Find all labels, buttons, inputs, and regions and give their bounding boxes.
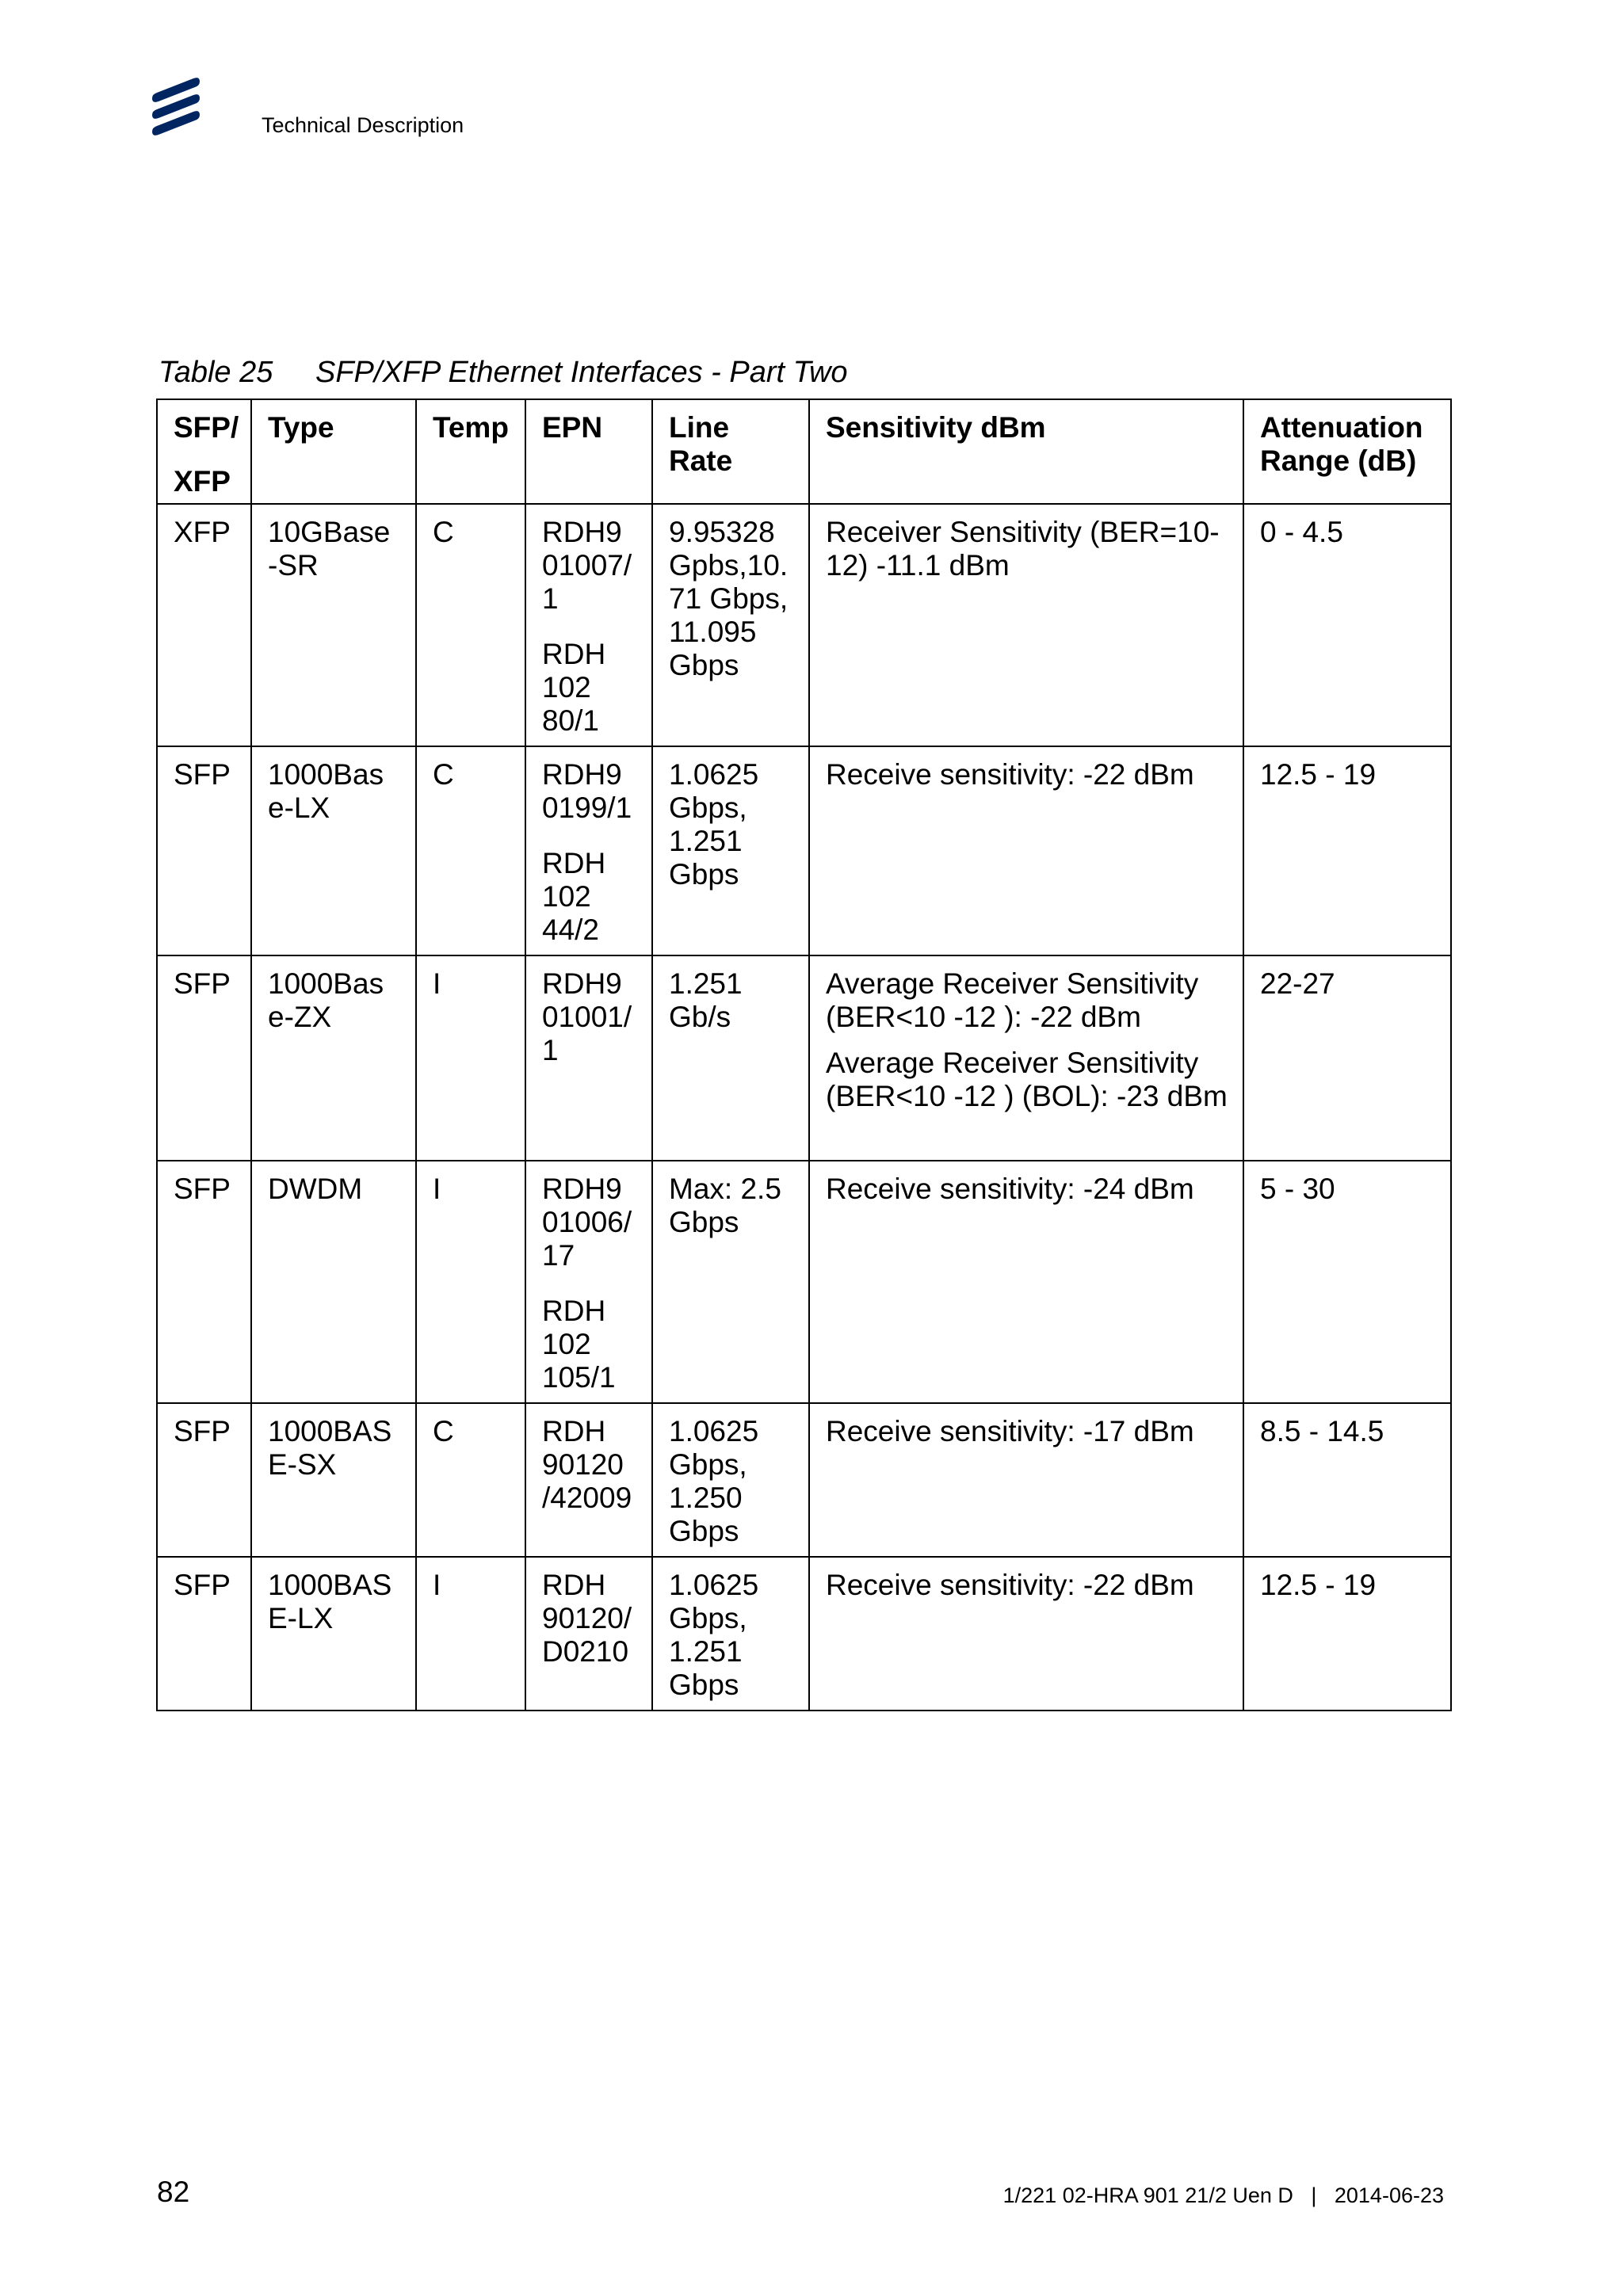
cell-sfp-xfp: SFP [157,1403,251,1557]
epn-value: RDH9 01006/ 17 [542,1173,632,1272]
cell-temp: C [416,504,525,746]
cell-temp: I [416,1557,525,1711]
cell-sfp-xfp: SFP [157,955,251,1161]
header-title: Technical Description [262,113,464,137]
cell-epn [525,504,652,746]
table-row [157,746,1451,955]
cell-sensitivity [809,955,1243,1161]
cell-attenuation: 0 - 4.5 [1243,504,1451,746]
cell-epn [525,1403,652,1557]
epn-value: RDH9 01007/ 1 [542,516,632,615]
cell-sensitivity [809,1161,1243,1403]
epn-value: RDH 102 44/2 [542,847,606,946]
cell-line-rate: 1.251 Gb/s [652,955,809,1161]
cell-temp: I [416,1161,525,1403]
cell-temp: C [416,1403,525,1557]
cell-epn [525,1557,652,1711]
cell-epn [525,1161,652,1403]
cell-attenuation: 22-27 [1243,955,1451,1161]
cell-sfp-xfp: SFP [157,1557,251,1711]
epn-value: RDH9 0199/1 [542,758,632,824]
cell-attenuation: 5 - 30 [1243,1161,1451,1403]
cell-sensitivity [809,1403,1243,1557]
sensitivity-value: Average Receiver Sensitivity (BER<10 -12 ): -22 dBm [826,967,1199,1033]
sensitivity-value: Receive sensitivity: -22 dBm [826,758,1194,791]
cell-sfp-xfp: SFP [157,746,251,955]
cell-sensitivity [809,504,1243,746]
cell-type: DWDM [251,1161,416,1403]
sfp-xfp-table [156,399,1452,1711]
cell-attenuation: 8.5 - 14.5 [1243,1403,1451,1557]
header-sensitivity: Sensitivity dBm [809,399,1243,504]
table-number: Table 25 [158,356,273,389]
epn-value: RDH 102 80/1 [542,638,606,737]
sensitivity-value: Average Receiver Sensitivity (BER<10 -12 ) (BOL): -23 dBm [826,1047,1228,1112]
cell-line-rate: Max: 2.5 Gbps [652,1161,809,1403]
cell-sensitivity [809,1557,1243,1711]
sensitivity-value: Receive sensitivity: -22 dBm [826,1569,1194,1601]
sensitivity-value: Receiver Sensitivity (BER=10-12) -11.1 dBm [826,516,1220,582]
sensitivity-value: Receive sensitivity: -24 dBm [826,1173,1194,1205]
table-row [157,504,1451,746]
epn-value: RDH 90120/ D0210 [542,1569,632,1668]
cell-type: 1000Bas e-ZX [251,955,416,1161]
cell-temp: C [416,746,525,955]
header-xfp-line: XFP [174,465,231,498]
cell-line-rate: 1.0625 Gbps, 1.250 Gbps [652,1403,809,1557]
cell-attenuation: 12.5 - 19 [1243,746,1451,955]
epn-value: RDH 90120 /42009 [542,1415,632,1514]
cell-epn [525,955,652,1161]
table-body [157,504,1451,1711]
cell-temp: I [416,955,525,1161]
header-sfp-line: SFP/ [174,411,239,444]
cell-attenuation: 12.5 - 19 [1243,1557,1451,1711]
table-caption [158,355,848,390]
cell-sfp-xfp: SFP [157,1161,251,1403]
cell-sfp-xfp: XFP [157,504,251,746]
ericsson-logo-icon [151,77,203,135]
table-header-row [157,399,1451,504]
header-sfp-xfp [157,399,251,504]
table-row [157,1403,1451,1557]
cell-line-rate: 9.95328 Gpbs,10. 71 Gbps, 11.095 Gbps [652,504,809,746]
table-row [157,1557,1451,1711]
header-type: Type [251,399,416,504]
header-attenuation: Attenuation Range (dB) [1243,399,1451,504]
sensitivity-value: Receive sensitivity: -17 dBm [826,1415,1194,1447]
cell-sensitivity [809,746,1243,955]
page-number: 82 [157,2176,190,2208]
cell-line-rate: 1.0625 Gbps, 1.251 Gbps [652,1557,809,1711]
cell-epn [525,746,652,955]
header-temp: Temp [416,399,525,504]
cell-type: 1000BAS E-LX [251,1557,416,1711]
cell-type: 1000BAS E-SX [251,1403,416,1557]
document-reference [1003,2183,1444,2208]
table-title: SFP/XFP Ethernet Interfaces - Part Two [315,356,848,389]
cell-type: 1000Bas e-LX [251,746,416,955]
table-row [157,1161,1451,1403]
epn-value: RDH 102 105/1 [542,1295,616,1394]
header-line-rate: Line Rate [652,399,809,504]
header-epn: EPN [525,399,652,504]
epn-value: RDH9 01001/ 1 [542,967,632,1066]
table-row [157,955,1451,1161]
document-reference-text: 1/221 02-HRA 901 21/2 Uen D | 2014-06-23 [1002,2183,1444,2207]
cell-line-rate: 1.0625 Gbps, 1.251 Gbps [652,746,809,955]
cell-type: 10GBase -SR [251,504,416,746]
